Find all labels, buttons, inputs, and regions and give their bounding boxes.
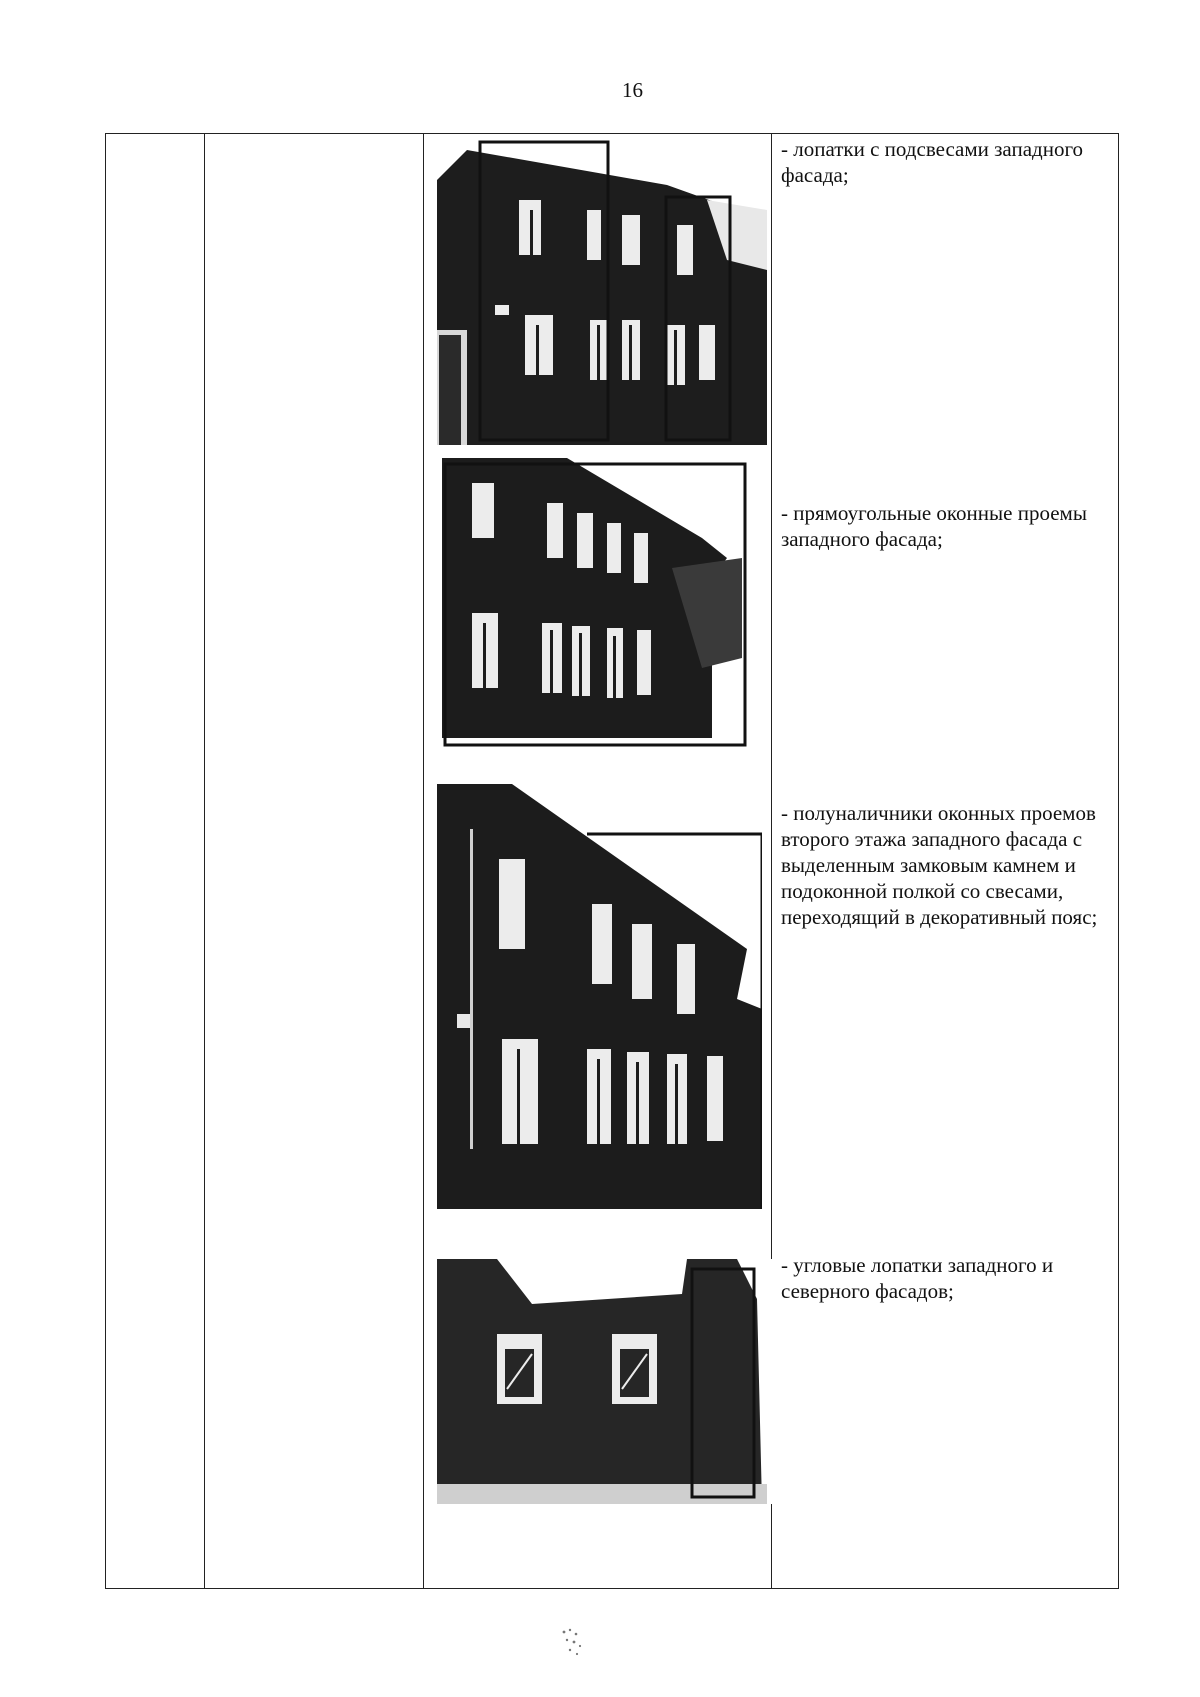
facade-photo-2 [442,458,757,748]
page-number: 16 [622,78,643,102]
caption-2: - прямоугольные оконные проемы западного фасада; [781,501,1087,551]
caption-3: - полуналичники оконных проемов второго этажа западного фасада с выделенным замковым камнем и подоконной полкой со свесами, переходящий в декоративный пояс; [781,801,1098,929]
caption-4: - угловые лопатки западного и северного фасадов; [781,1253,1054,1303]
facade-photo-3 [437,784,762,1209]
scan-mark-icon [558,1626,588,1660]
facade-photo-4 [437,1259,777,1504]
facade-photo-1 [437,140,767,445]
column-divider [204,134,205,1588]
caption-1: - лопатки с подсвесами западного фасада; [781,137,1084,187]
column-divider [423,134,424,1588]
table-frame [105,133,1119,1589]
